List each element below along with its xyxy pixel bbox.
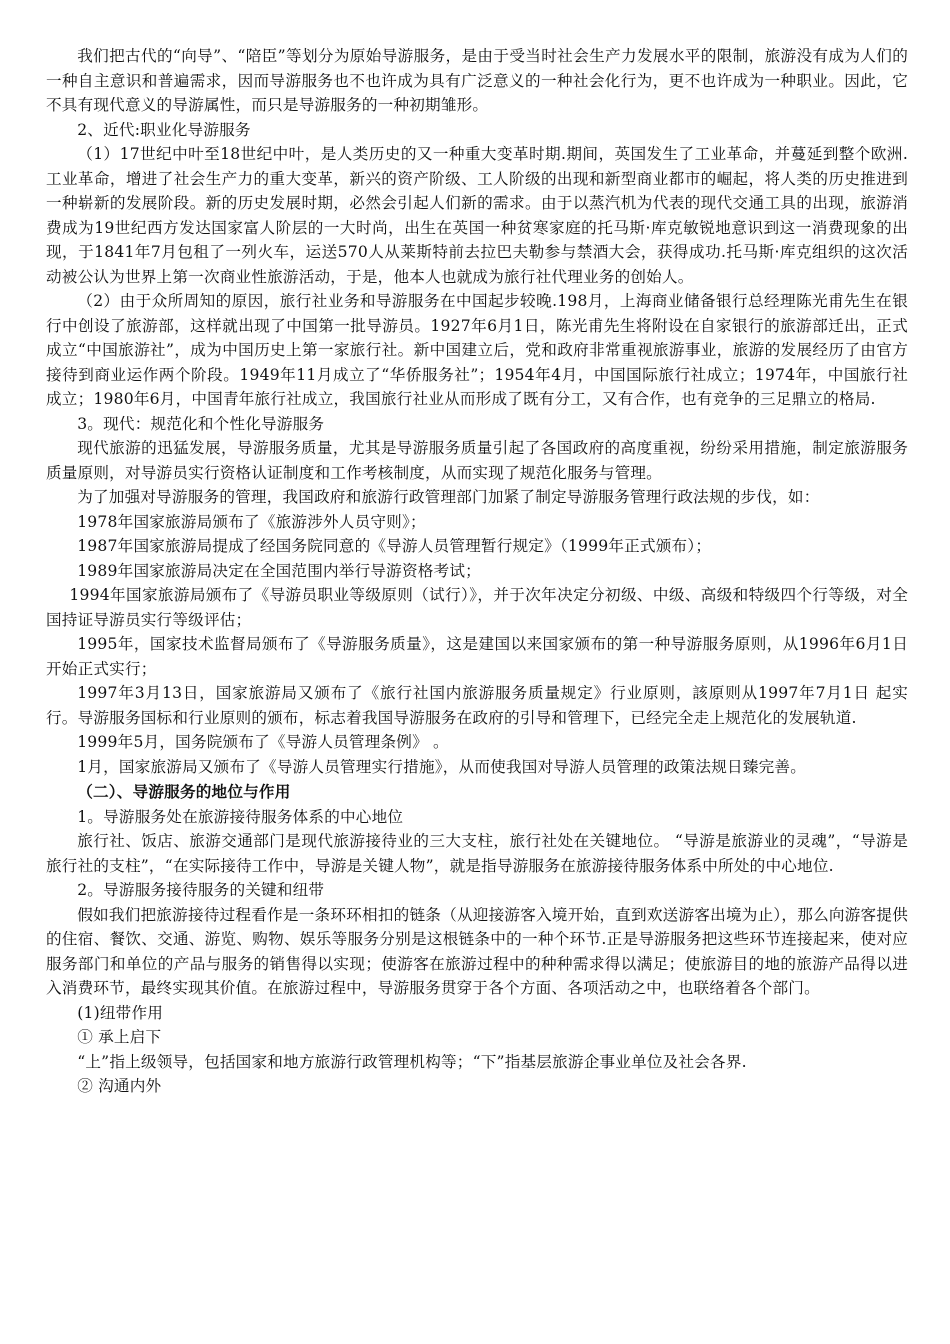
list-item: 1997年3月13日，国家旅游局又颁布了《旅行社国内旅游服务质量规定》行业原则，該原则从1997年7月1日 起实行。导游服务国标和行业原则的颁布，标志着我国导游服务在政府的引导和管理下，已经完全走上规范化的发展轨道.	[46, 684, 908, 727]
list-item: 1989年国家旅游局决定在全国范围内举行导游资格考试；	[77, 561, 481, 580]
subsection-heading: (1)纽带作用	[77, 1003, 164, 1022]
paragraph: 假如我们把旅游接待过程看作是一条环环相扣的链条（从迎接游客入境开始，直到欢送游客出境为止），那么向游客提供的住宿、餐饮、交通、游览、购物、娱乐等服务分别是这根链条中的一种个环节.正是导游服务把这些环节连接起来，使对应服务部门和单位的产品与服务的销售得以实现；使游客在旅游过程中的种种需求得以满足；使旅游目的地的旅游产品得以进入消费环节，最终实现其价值。在旅游过程中，导游服务贯穿于各个方面、各项活动之中，也联络着各个部门。	[46, 905, 908, 997]
bold-heading: （二）、导游服务的地位与作用	[77, 782, 291, 801]
paragraph: 为了加强对导游服务的管理，我国政府和旅游行政管理部门加紧了制定导游服务管理行政法规的步伐，如：	[77, 488, 820, 506]
paragraph: 我们把古代的“向导”、“陪臣”等划分为原始导游服务，是由于受当时社会生产力发展水平的限制，旅游没有成为人们的一种自主意识和普遍需求，因而导游服务也不也许成为具有广泛意义的一种社会化行为，更不也许成为一种职业。因此，它不具有现代意义的导游属性，而只是导游服务的一种初期雏形。	[46, 47, 908, 114]
section-heading: 2、近代:职业化导游服务	[77, 120, 251, 139]
list-item: 1995年，国家技术监督局颁布了《导游服务质量》，这是建国以来国家颁布的第一种导游服务原则，从1996年6月1日开始正式实行；	[46, 635, 908, 678]
paragraph: 旅行社、饭店、旅游交通部门是现代旅游接待业的三大支柱，旅行社处在关键地位。 “导游是旅游业的灵魂”，“导游是旅行社的支柱”，“在实际接待工作中，导游是关键人物”，就是指导游服务在旅游接待服务体系中所处的中心地位.	[46, 832, 908, 875]
list-item: 1978年国家旅游局颁布了《旅游涉外人员守则》；	[77, 512, 426, 531]
paragraph: “上”指上级领导，包括国家和地方旅游行政管理机构等；“下”指基层旅游企事业单位及社会各界.	[77, 1052, 747, 1071]
list-item: ① 承上启下	[77, 1028, 162, 1046]
list-item: 1994年国家旅游局颁布了《导游员职业等级原则（试行）》，并于次年决定分初级、中级、高级和特级四个行等级，对全国持证导游员实行等级评估；	[46, 586, 908, 629]
list-item: 1999年5月，国务院颁布了《导游人员管理条例》 。	[77, 733, 449, 751]
section-heading: 2。导游服务接待服务的关键和纽带	[77, 881, 325, 899]
section-heading: 1。导游服务处在旅游接待服务体系的中心地位	[77, 807, 404, 826]
section-heading: 3。现代：规范化和个性化导游服务	[77, 414, 325, 433]
list-item: 1月，国家旅游局又颁布了《导游人员管理实行措施》，从而使我国对导游人员管理的政策法规日臻完善。	[77, 757, 807, 776]
paragraph: （1）17世纪中叶至18世纪中叶，是人类历史的又一种重大变革时期.期间，英国发生了工业革命，并蔓延到整个欧洲.工业革命，增进了社会生产力的重大变革，新兴的资产阶级、工人阶级的出现和新型商业都市的崛起，将人类的历史推进到一种崭新的发展阶段。新的历史发展时期，必然会引起人们新的需求。由于以蒸汽机为代表的现代交通工具的出现，旅游消费成为19世纪西方发达国家富人阶层的一大时尚，出生在英国一种贫寒家庭的托马斯·库克敏锐地意识到这一消费现象的出现，于1841年7月包租了一列火车，运送570人从莱斯特前去拉巴夫勒参与禁酒大会，获得成功.托马斯·库克组织的这次活动被公认为世界上第一次商业性旅游活动，于是，他本人也就成为旅行社代理业务的创始人。	[46, 145, 908, 286]
list-item: 1987年国家旅游局提成了经国务院同意的《导游人员管理暂行规定》（1999年正式颁布）；	[77, 537, 712, 555]
paragraph: 现代旅游的迅猛发展，导游服务质量，尤其是导游服务质量引起了各国政府的高度重视，纷纷采用措施，制定旅游服务质量原则，对导游员实行资格认证制度和工作考核制度，从而实现了规范化服务与管理。	[46, 439, 908, 482]
document-page	[46, 44, 908, 1099]
list-item: ② 沟通内外	[77, 1077, 162, 1095]
paragraph: （2）由于众所周知的原因，旅行社业务和导游服务在中国起步较晚.198月，上海商业储备银行总经理陈光甫先生在银行中创设了旅游部，这样就出现了中国第一批导游员。1927年6月1日，陈光甫先生将附设在自家银行的旅游部迁出，正式成立“中国旅游社”，成为中国历史上第一家旅行社。新中国建立后，党和政府非常重视旅游事业，旅游的发展经历了由官方接待到商业运作两个阶段。1949年11月成立了“华侨服务社”；1954年4月，中国国际旅行社成立；1974年，中国旅行社成立；1980年6月，中国青年旅行社成立，我国旅行社业从而形成了既有分工，又有合作，也有竞争的三足鼎立的格局.	[46, 292, 908, 408]
